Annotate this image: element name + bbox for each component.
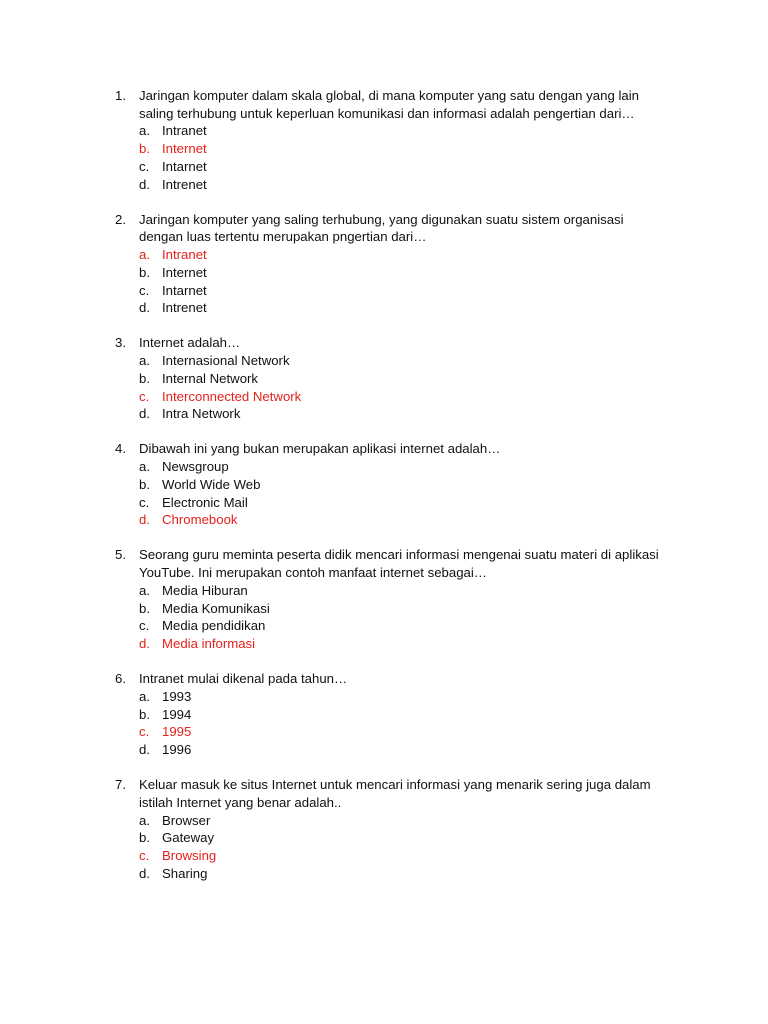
option-letter: a.	[139, 247, 150, 263]
option-text: Newsgroup	[162, 459, 229, 475]
option-letter: d.	[139, 865, 150, 881]
option-text: Intrenet	[162, 300, 207, 316]
option-letter: b.	[139, 141, 150, 157]
option-letter: c.	[139, 388, 150, 404]
option-text: Media Hiburan	[162, 582, 248, 598]
option-letter: b.	[139, 830, 150, 846]
option-letter: b.	[139, 370, 150, 386]
option-list	[0, 246, 768, 317]
option-item	[0, 600, 768, 618]
option-text: Chromebook	[162, 512, 238, 528]
option-item	[0, 617, 768, 635]
option-item	[0, 829, 768, 847]
option-letter: c.	[139, 724, 150, 740]
question-text: Intranet mulai dikenal pada tahun…	[139, 671, 348, 687]
option-item	[0, 176, 768, 194]
option-text: 1995	[162, 724, 192, 740]
option-text: Media pendidikan	[162, 618, 266, 634]
option-item	[0, 299, 768, 317]
question-item	[0, 776, 768, 882]
option-letter: c.	[139, 848, 150, 864]
option-item	[0, 352, 768, 370]
option-text: 1994	[162, 706, 192, 722]
option-item	[0, 688, 768, 706]
option-text: Media informasi	[162, 635, 256, 651]
correct-answer-option	[0, 847, 768, 865]
question-number: 2.	[115, 211, 126, 227]
option-text: Intarnet	[162, 158, 207, 174]
option-letter: c.	[139, 158, 150, 174]
question-text: Seorang guru meminta peserta didik mencari informasi mengenai suatu materi di aplikasi YouTube. Ini merupakan contoh manfaat internet sebagai…	[139, 547, 659, 581]
option-item	[0, 865, 768, 883]
option-text: Sharing	[162, 865, 208, 881]
option-letter: a.	[139, 459, 150, 475]
option-item	[0, 812, 768, 830]
question-text: Internet adalah…	[139, 335, 241, 351]
option-item	[0, 706, 768, 724]
question-item	[0, 546, 768, 652]
option-letter: d.	[139, 512, 150, 528]
option-text: Internet	[162, 264, 207, 280]
option-text: Internal Network	[162, 370, 259, 386]
option-list	[0, 122, 768, 193]
option-text: Gateway	[162, 830, 215, 846]
option-item	[0, 158, 768, 176]
question-text: Jaringan komputer yang saling terhubung, yang digunakan suatu sistem organisasi dengan luas tertentu merupakan pngertian dari…	[139, 211, 624, 245]
question-item	[0, 334, 768, 423]
option-list	[0, 688, 768, 759]
option-letter: c.	[139, 618, 150, 634]
question-item	[0, 670, 768, 759]
option-item	[0, 370, 768, 388]
correct-answer-option	[0, 511, 768, 529]
question-list	[0, 87, 768, 900]
option-letter: a.	[139, 812, 150, 828]
option-letter: b.	[139, 706, 150, 722]
question-number: 7.	[115, 777, 126, 793]
correct-answer-option	[0, 140, 768, 158]
option-letter: a.	[139, 688, 150, 704]
option-text: Intra Network	[162, 406, 241, 422]
correct-answer-option	[0, 635, 768, 653]
option-text: Intranet	[162, 247, 207, 263]
option-letter: a.	[139, 123, 150, 139]
option-list	[0, 352, 768, 423]
option-item	[0, 458, 768, 476]
question-text: Keluar masuk ke situs Internet untuk mencari informasi yang menarik sering juga dalam istilah Internet yang benar adalah..	[139, 777, 651, 810]
option-letter: a.	[139, 353, 150, 369]
option-text: Intarnet	[162, 282, 207, 298]
option-text: 1996	[162, 742, 192, 757]
question-item	[0, 87, 768, 193]
option-letter: a.	[139, 582, 150, 598]
question-number: 1.	[115, 88, 126, 103]
option-list	[0, 458, 768, 529]
option-letter: d.	[139, 176, 150, 192]
option-text: Interconnected Network	[162, 388, 302, 404]
option-text: Intrenet	[162, 176, 207, 192]
option-list	[0, 582, 768, 653]
option-item	[0, 264, 768, 282]
option-text: Browsing	[162, 848, 217, 864]
option-list	[0, 812, 768, 883]
option-letter: b.	[139, 476, 150, 492]
option-item	[0, 476, 768, 494]
option-letter: d.	[139, 635, 150, 651]
option-letter: b.	[139, 264, 150, 280]
correct-answer-option	[0, 246, 768, 264]
option-text: 1993	[162, 688, 192, 704]
question-item	[0, 440, 768, 529]
question-number: 6.	[115, 671, 126, 687]
option-letter: d.	[139, 300, 150, 316]
question-number: 5.	[115, 547, 126, 563]
option-text: Internet	[162, 141, 207, 157]
option-text: Intranet	[162, 123, 207, 139]
option-letter: d.	[139, 406, 150, 422]
option-text: Internasional Network	[162, 353, 290, 369]
option-item	[0, 494, 768, 512]
question-text: Jaringan komputer dalam skala global, di mana komputer yang satu dengan yang lain saling terhubung untuk keperluan komunikasi dan informasi adalah pengertian dari…	[139, 88, 639, 121]
option-text: Browser	[162, 812, 211, 828]
question-item	[0, 211, 768, 317]
correct-answer-option	[0, 723, 768, 741]
option-item	[0, 282, 768, 300]
correct-answer-option	[0, 388, 768, 406]
question-text: Dibawah ini yang bukan merupakan aplikasi internet adalah…	[139, 441, 501, 457]
question-number: 3.	[115, 335, 126, 351]
option-letter: c.	[139, 282, 150, 298]
option-letter: c.	[139, 494, 150, 510]
option-letter: d.	[139, 742, 150, 757]
option-letter: b.	[139, 600, 150, 616]
option-item	[0, 122, 768, 140]
option-item	[0, 741, 768, 759]
option-text: Electronic Mail	[162, 494, 248, 510]
option-text: Media Komunikasi	[162, 600, 270, 616]
option-text: World Wide Web	[162, 476, 261, 492]
question-number: 4.	[115, 441, 126, 457]
option-item	[0, 582, 768, 600]
option-item	[0, 405, 768, 423]
